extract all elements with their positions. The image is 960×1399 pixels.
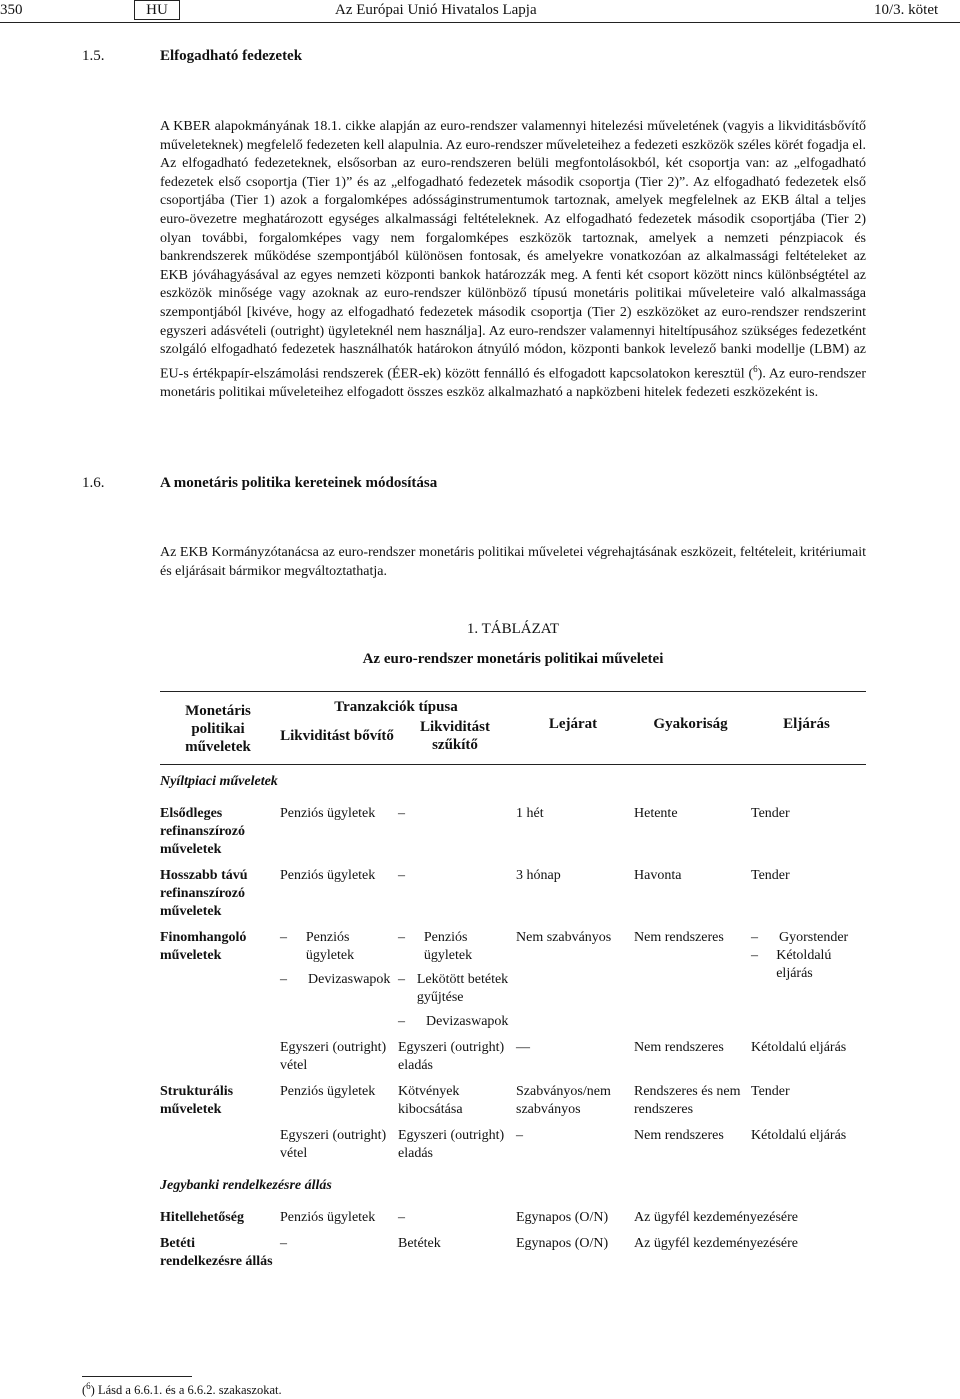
table-label: 1. TÁBLÁZAT xyxy=(466,621,560,637)
cell-procedure: Tender xyxy=(751,868,790,883)
cell-frequency: Az ügyfél kezdeményezésére xyxy=(634,1210,799,1225)
paragraph-text: A KBER alapokmányának 18.1. cikke alapján az euro-rendszer valamennyi hitelezési műveletének (vagyis a likviditásbővítő műveleteknek) megfelelő fedezeten kell alapulnia. Az euro-rendszer műveleteihez a fedezeti eszközök széles körét fogadja el. Az elfogadható fedezeteknek, elsősorban az euro-rendszeren belüli megfontolásokból, két csoportja van: az „elfogadható fedezetek első csoportja (Tier 1)” és az „elfogadható fedezetek második csoportja (Tier 2)”. Az elfogadható fedezetek első csoportjába (Tier 1) azok a forgalomképes adósságinstrumentumok tartoznak, amelyek megfelelnek az EKB által a teljes euro-övezetre meghatározott egységes alkalmassági feltételeknek. Az elfogadható fedezetek második csoportjába (Tier 2) olyan további, forgalomképes vagy nem forgalomképes eszközök tartoznak, amelyek a nemzeti pénzpiacok és bankrendszerek működése szempontjából különösen fontosak, és amelyekre vonatkozóan az alkalmassági feltételeket az EKB jóváhagyásával az egyes nemzeti központi bankok határozzák meg. A fenti két csoport között nincs különbségtétel az eszközök minősége vagy azoknak az euro-rendszer különböző típusú monetáris politikai műveleteire való alkalmassága szempontjából [kivéve, hogy az elfogadható fedezetek második csoportja (Tier 2) eszközöket az euro-rendszer rendszerint egyszeri adásvételi (outright) ügyleteknél nem használja]. Az euro-rendszer valamennyi hiteltípusához szükséges fedezetként szolgáló elfogadható fedezetek használhatók határokon átnyúló módon, központi bankok levelező banki modellje (LBM) az EU-s értékpapír-elszámolási rendszerek (ÉER-ek) között fennálló és elfogadott kapcsolatokon keresztül ( xyxy=(160,119,866,382)
list-item: Devizaswapok xyxy=(426,1014,509,1029)
cell-provide: Egyszeri (outright) vétel xyxy=(280,1040,387,1073)
list-item: Lekötött betétek gyűjtése xyxy=(416,972,509,1005)
cell-procedure: Kétoldalú eljárás xyxy=(751,1128,847,1143)
table-row xyxy=(160,1235,866,1279)
cell-frequency: Nem rendszeres xyxy=(634,930,724,945)
cell-absorb: Egyszeri (outright) eladás xyxy=(398,1128,505,1161)
volume-label: 10/3. kötet xyxy=(874,2,939,18)
table-title: Az euro-rendszer monetáris politikai műveletei xyxy=(362,651,664,667)
cell-provide: Penziós ügyletek xyxy=(280,1210,376,1225)
cell-frequency: Nem rendszeres xyxy=(634,1040,724,1055)
footnote-text: Lásd a 6.6.1. és a 6.6.2. szakaszokat. xyxy=(97,1383,282,1398)
footnote-marker: 6 xyxy=(86,1381,91,1391)
cell-maturity: – xyxy=(516,1128,523,1143)
section-title: A monetáris politika kereteinek módosítása xyxy=(160,475,438,491)
header-rule xyxy=(0,22,960,23)
cell-maturity: 1 hét xyxy=(516,806,544,821)
cell-maturity: — xyxy=(516,1040,530,1055)
paragraph-text-end: ). Az euro-rendszer monetáris politikai műveleteihez elfogadott összes eszköz alkalmazható a napközbeni hitelek fedezeti eszközeként is. xyxy=(160,366,867,400)
table-row xyxy=(160,1039,866,1083)
page-header xyxy=(0,0,960,22)
section-paragraph xyxy=(160,544,866,581)
list-item: Gyorstender xyxy=(779,930,849,945)
cell-maturity: Egynapos (O/N) xyxy=(516,1210,609,1225)
cell-maturity: 3 hónap xyxy=(516,868,561,883)
cell-absorb: Betétek xyxy=(398,1236,441,1251)
table-row xyxy=(160,1083,866,1127)
list-item: Penziós ügyletek xyxy=(423,930,473,963)
cell-frequency: Rendszeres és nem rendszeres xyxy=(634,1084,741,1117)
group-standing-facilities: Jegybanki rendelkezésre állás xyxy=(160,1178,332,1193)
row-name: Hitellehetőség xyxy=(160,1210,244,1225)
table-row xyxy=(160,1127,866,1171)
section-number: 1.5. xyxy=(82,48,105,64)
group-row xyxy=(160,1171,866,1209)
table-row xyxy=(160,929,866,1039)
header-absorb: Likviditást szűkítő xyxy=(419,719,491,753)
footnote: ($^6$) Lásd a 6.6.1. és a 6.6.2. szakaszokat. xyxy=(82,1381,282,1398)
cell-frequency: Havonta xyxy=(634,868,682,883)
cell-provide: Penziós ügyletek xyxy=(280,1084,376,1099)
header-provide: Likviditást bővítő xyxy=(280,728,394,744)
cell-provide: Penziós ügyletek xyxy=(280,806,376,821)
cell-procedure: – Gyorstender – Kétoldalú eljárás xyxy=(751,929,866,1039)
header-frequency: Gyakoriság xyxy=(653,716,728,732)
cell-absorb: – xyxy=(398,806,405,821)
list-item: Penziós ügyletek xyxy=(305,930,355,963)
language-badge: HU xyxy=(134,0,180,20)
group-open-market: Nyíltpiaci műveletek xyxy=(160,774,278,789)
footnote-rule xyxy=(82,1376,192,1377)
cell-maturity: Szabványos/nem szabványos xyxy=(516,1084,611,1117)
cell-provide: – Penziós ügyletek – Devizaswapok xyxy=(280,929,398,1039)
row-name: Betéti rendelkezésre állás xyxy=(160,1236,273,1269)
journal-title: Az Európai Unió Hivatalos Lapja xyxy=(335,2,537,18)
cell-absorb: – Penziós ügyletek – Lekötött betétek gyűjtése – Devizaswapok xyxy=(398,929,516,1039)
cell-frequency: Nem rendszeres xyxy=(634,1128,724,1143)
cell-procedure: Tender xyxy=(751,806,790,821)
cell-procedure: Kétoldalú eljárás xyxy=(751,1040,847,1055)
cell-absorb: Egyszeri (outright) eladás xyxy=(398,1040,505,1073)
cell-provide: – xyxy=(280,1236,287,1251)
cell-provide: Penziós ügyletek xyxy=(280,868,376,883)
cell-frequency: Hetente xyxy=(634,806,678,821)
cell-maturity: Egynapos (O/N) xyxy=(516,1236,609,1251)
list-item: Kétoldalú eljárás xyxy=(776,948,832,981)
page-number: 350 xyxy=(0,2,23,18)
footnote-ref[interactable]: 6 xyxy=(753,363,758,374)
list-item: Devizaswapok xyxy=(308,972,391,987)
section-number: 1.6. xyxy=(82,475,105,491)
cell-absorb: – xyxy=(398,868,405,883)
cell-absorb: – xyxy=(398,1210,405,1225)
section-paragraph xyxy=(160,118,866,403)
header-tx-type: Tranzakciók típusa xyxy=(334,699,458,715)
table-row xyxy=(160,805,866,867)
row-name: Elsődleges refinanszírozó műveletek xyxy=(160,806,246,857)
table-row xyxy=(160,867,866,929)
header-procedure: Eljárás xyxy=(783,716,830,732)
header-ops: Monetáris politikai műveletek xyxy=(185,703,251,755)
cell-absorb: Kötvények kibocsátása xyxy=(398,1084,463,1117)
operations-table xyxy=(160,691,866,1279)
section-title: Elfogadható fedezetek xyxy=(160,48,303,64)
row-name: Hosszabb távú refinanszírozó műveletek xyxy=(160,868,248,919)
header-maturity: Lejárat xyxy=(548,716,598,732)
cell-maturity: Nem szabványos xyxy=(516,930,612,945)
table-row xyxy=(160,1209,866,1235)
cell-provide: Egyszeri (outright) vétel xyxy=(280,1128,387,1161)
row-name: Strukturális műveletek xyxy=(160,1084,234,1117)
paragraph-text: Az EKB Kormányzótanácsa az euro-rendszer monetáris politikai műveletei végrehajtásának eszközeit, feltételeit, kritériumait és eljárásait bármikor megváltoztathatja. xyxy=(160,545,866,579)
row-name: Finomhangoló műveletek xyxy=(160,930,247,963)
table-header-row xyxy=(160,692,866,719)
group-row xyxy=(160,765,866,806)
cell-frequency: Az ügyfél kezdeményezésére xyxy=(634,1236,799,1251)
cell-procedure: Tender xyxy=(751,1084,790,1099)
